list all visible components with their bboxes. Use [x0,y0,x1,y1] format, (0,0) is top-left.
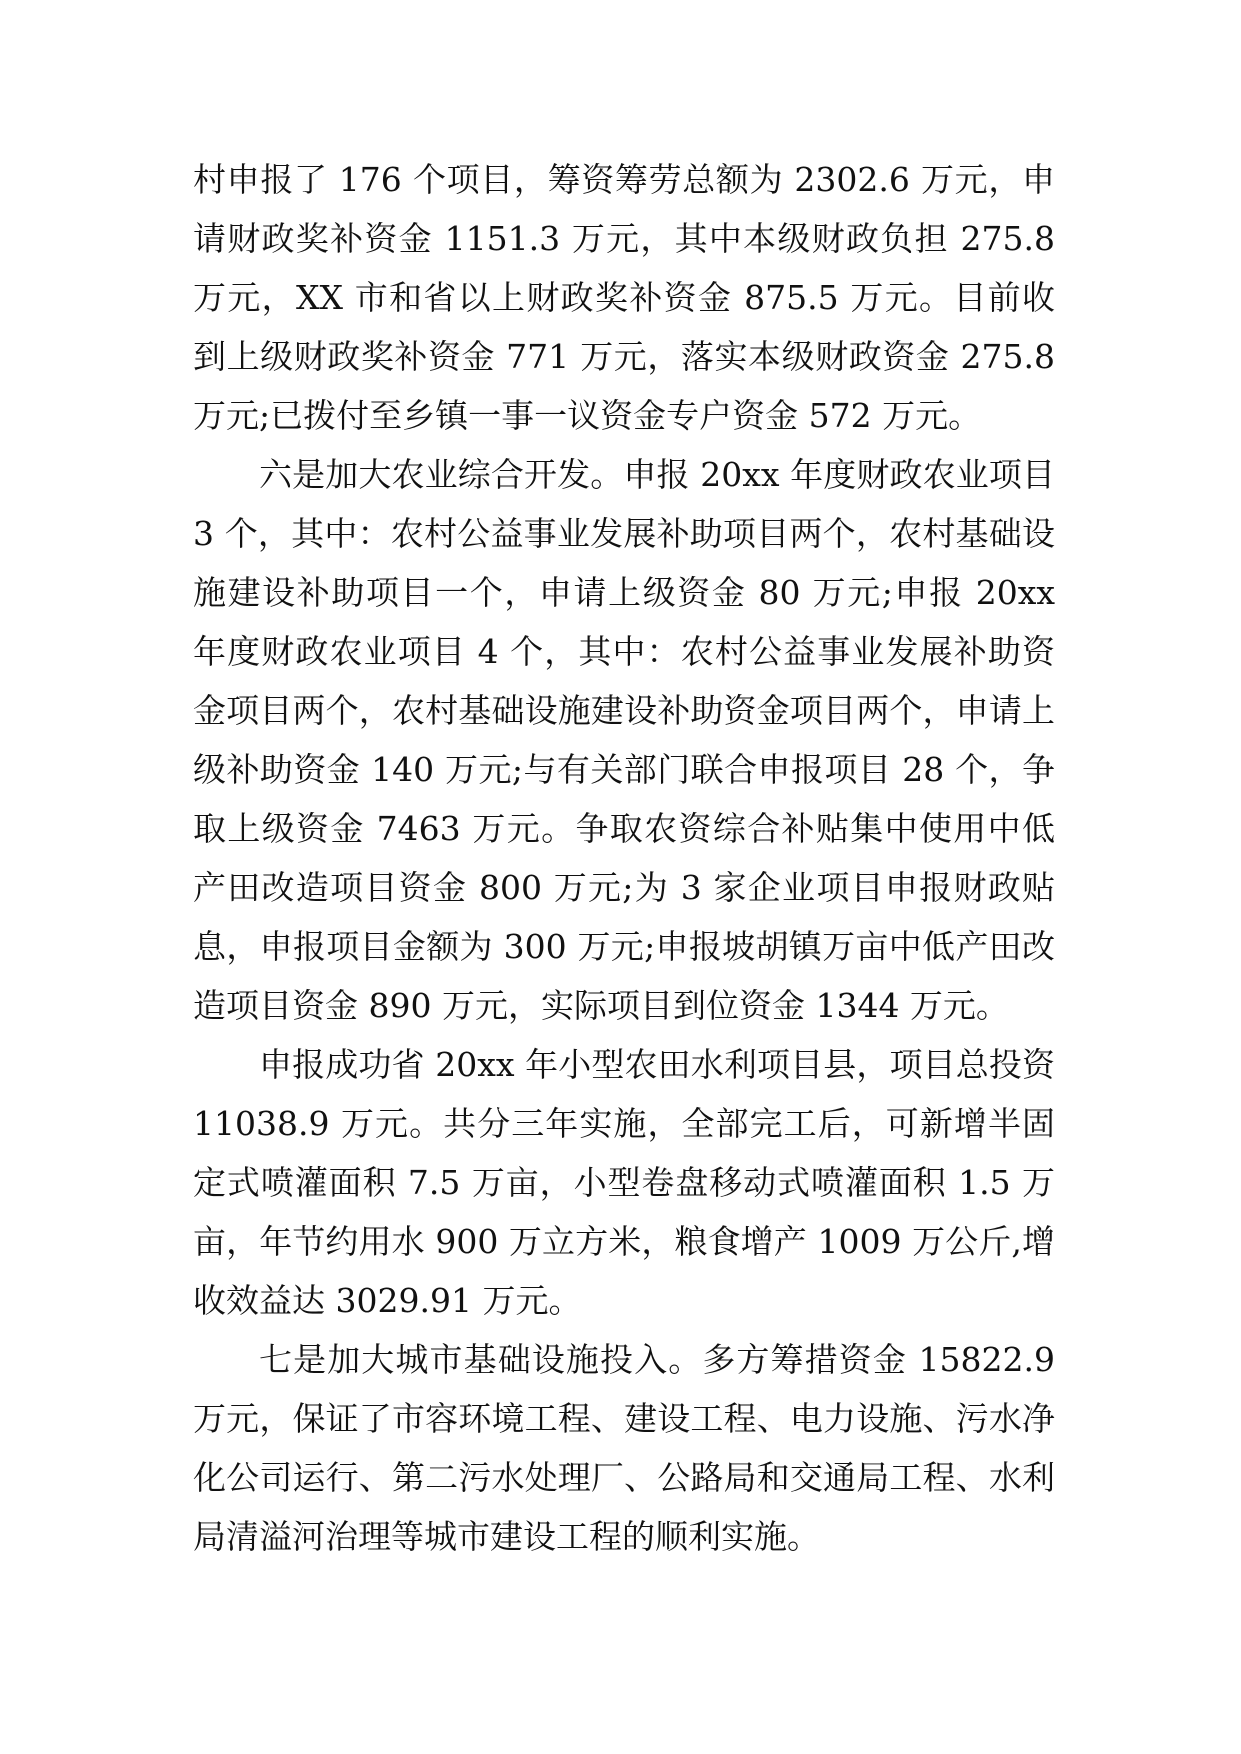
paragraph-irrigation-project: 申报成功省 20xx 年小型农田水利项目县，项目总投资 11038.9 万元。共分三年实施，全部完工后，可新增半固定式喷灌面积 7.5 万亩，小型卷盘移动式喷灌面积 1.5 万亩，年节约用水 900 万立方米，粮食增产 1009 万公斤,增收效益达 3029.91 万元。 [193,1045,1055,1320]
paragraph-agriculture-development: 六是加大农业综合开发。申报 20xx 年度财政农业项目 3 个，其中：农村公益事业发展补助项目两个，农村基础设施建设补助项目一个，申请上级资金 80 万元;申报 20xx 年度财政农业项目 4 个，其中：农村公益事业发展补助资金项目两个，农村基础设施建设补助资金项目两个，申请上级补助资金 140 万元;与有关部门联合申报项目 28 个，争取上级资金 7463 万元。争取农资综合补贴集中使用中低产田改造项目资金 800 万元;为 3 家企业项目申报财政贴息，申报项目金额为 300 万元;申报坡胡镇万亩中低产田改造项目资金 890 万元，实际项目到位资金 1344 万元。 [193,455,1055,1025]
document-page [193,150,1055,1566]
paragraph-urban-infrastructure: 七是加大城市基础设施投入。多方筹措资金 15822.9 万元，保证了市容环境工程、建设工程、电力设施、污水净化公司运行、第二污水处理厂、公路局和交通局工程、水利局清溢河治理等城市建设工程的顺利实施。 [193,1340,1055,1556]
paragraph-village-projects: 村申报了 176 个项目，筹资筹劳总额为 2302.6 万元，申请财政奖补资金 1151.3 万元，其中本级财政负担 275.8 万元，XX 市和省以上财政奖补资金 875.5 万元。目前收到上级财政奖补资金 771 万元，落实本级财政资金 275.8 万元;已拨付至乡镇一事一议资金专户资金 572 万元。 [193,160,1055,435]
